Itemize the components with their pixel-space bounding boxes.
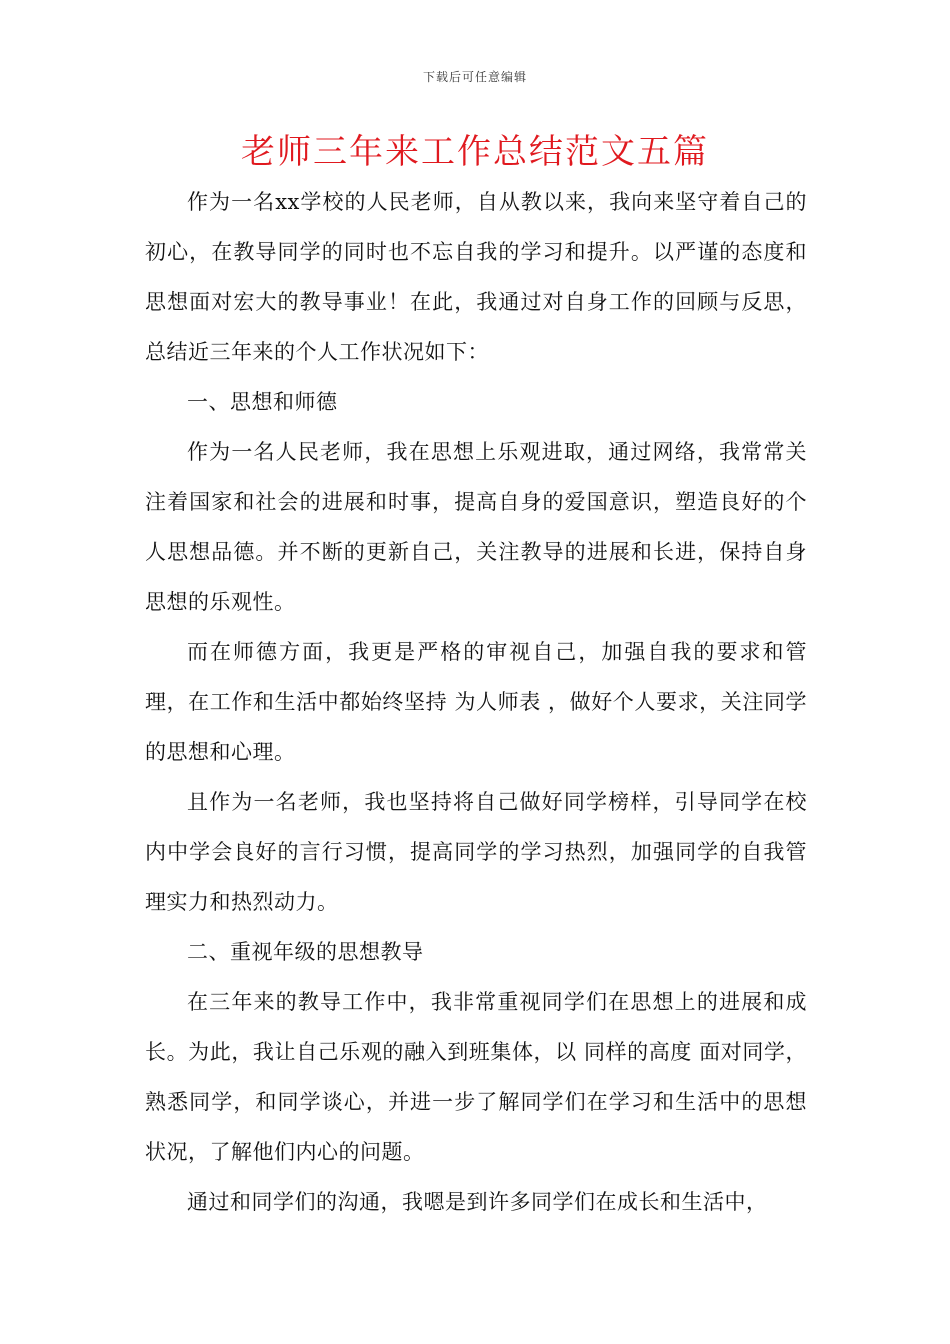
header-note: 下载后可任意编辑 [422,70,527,84]
paragraph-ethics: 而在师德方面，我更是严格的审视自己，加强自我的要求和管理，在工作和生活中都始终坚持 为人师表 ，做好个人要求，关注同学的思想和心理。 [145,640,807,764]
paragraph-grade-education: 在三年来的教导工作中，我非常重视同学们在思想上的进展和成长。为此，我让自己乐观的融入到班集体，以 同样的高度 面对同学，熟悉同学，和同学谈心，并进一步了解同学们在学习和生活中的思想状况，了解他们内心的问题。 [145,990,807,1164]
paragraph-communication: 通过和同学们的沟通，我嗯是到许多同学们在成长和生活中， [187,1190,768,1214]
paragraph-intro: 作为一名xx学校的人民老师，自从教以来，我向来坚守着自己的初心，在教导同学的同时也不忘自我的学习和提升。以严谨的态度和思想面对宏大的教导事业！在此，我通过对自身工作的回顾与反思，总结近三年来的个人工作状况如下： [145,190,807,364]
document-body [145,177,807,1227]
paragraph-ideology: 作为一名人民老师，我在思想上乐观进取，通过网络，我常常关注着国家和社会的进展和时事，提高自身的爱国意识，塑造良好的个人思想品德。并不断的更新自己，关注教导的进展和长进，保持自身思想的乐观性。 [145,440,807,614]
document-title: 老师三年来工作总结范文五篇 [241,132,709,172]
paragraph-role-model: 且作为一名老师，我也坚持将自己做好同学榜样，引导同学在校内中学会良好的言行习惯，提高同学的学习热烈，加强同学的自我管理实力和热烈动力。 [145,790,807,914]
section-heading-ideology-ethics: 一、思想和师德 [187,390,338,414]
section-heading-grade-education: 二、重视年级的思想教导 [187,940,424,964]
